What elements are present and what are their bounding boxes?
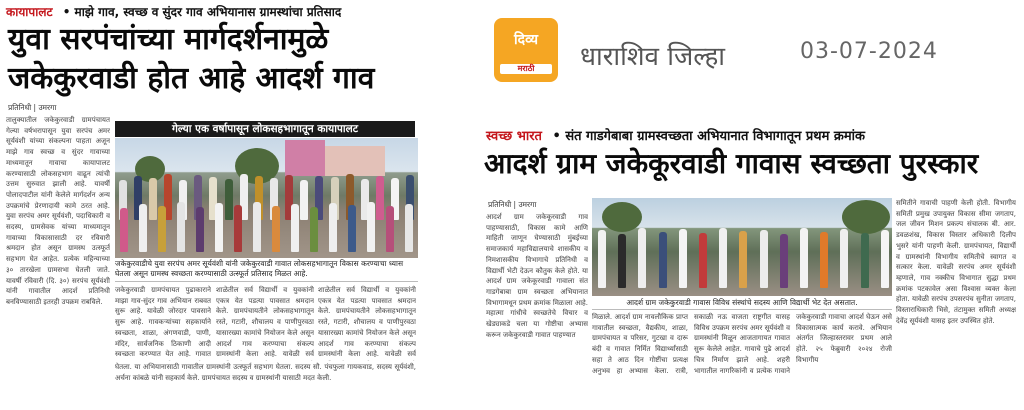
right-kicker-text: • संत गाडगेबाबा ग्रामस्वच्छता अभियानात विभागातून प्रथम क्रमांक (552, 129, 865, 144)
right-column-4: समितीने गावाची पाहणी केली होती. विभागीय समिती प्रमुख उपायुक्त विकास सीमा जगताप, जल जीवन मिशन प्रकल्प संचालक बी. आर. डवळशंख, विकास विस्तार अधिकारी दिलीप भुसरे यांनी पाहणी केली. ग्रामपंचायत, विद्यार्थी व ग्रामस्थांनी विभागीय समितीचे स्वागत व सत्कार केला. यावेळी सरपंच अमर सूर्यवंशी म्हणाले, गाव नक्कीच विभागात सुद्धा प्रथम क्रमांक पटकावेल असा विश्वास व्यक्त केला होता. यावेळी सरपंच उपसरपंच सुनीता जगताप, विस्ताराधिकारी भिसे, तंटामुक्त समिती अध्यक्ष देवेंद्र सूर्यवंशी यासह इतर उपस्थित होते. (896, 199, 1016, 325)
left-kicker (6, 3, 341, 20)
right-byline: प्रतिनिधी | उमरगा (488, 200, 537, 209)
logo-wordmark (494, 32, 558, 48)
left-divider (115, 281, 418, 282)
right-bottom-text: मिळाले. आदर्श ग्राम नावलौकिक प्राप्त गावातील स्वच्छता, वैद्यकीय, शाळा, ग्रामपंचायत व परिसर, गुटखा व दारू बंदी व गावात निर्मित विद्यार्थ्यांसाठी सहा ते आठ दिन गोष्टींचा प्रत्यक्ष अनुभव हा अभ्यास केला. रात्री, सकाळी नऊ वाजता राष्ट्रगीत यासह विविध उपक्रम सरपंच अमर सूर्यवंशी व ग्रामस्थांनी मिळून आजतागायत गावात सुरू केलेले आहेत. गावाचे पुढे आदर्श चित्र निर्माण झाले आहे. शहरी भागातील नागरिकांनी व प्रत्येक गावाने जकेकुरवाडी गावाचा आदर्श घेऊन असे विकासात्मक कार्य करावे. अभियान अंतर्गत जिल्हास्तरावर प्रथम आले होते. २५ फेब्रुवारी २०२४ रोजी विभागीय (592, 313, 892, 375)
left-photo-caption: जकेकुरवाडीचे युवा सरपंच अमर सूर्यवंशी यांनी जकेकुरवाडी गावात लोकसहभागातून विकास करण्याचा ध्यास घेतला असून ग्रामस्थ स्वच्छता करण्यासाठी उत्स्फूर्त प्रतिसाद मिळत आहे. (115, 259, 404, 278)
right-column-1: आदर्श ग्राम जकेकूरवाडी गाव पाहण्यासाठी, विकास कामे आणि माहिती जाणून घेण्यासाठी मुंबईच्या समाजकार्य महाविद्यालयाचे शासकीय व निमशासकीय विभागाचे प्रतिनिधी व विद्यार्थी भेटी देऊन कौतुक केले होते. या आदर्श ग्राम जकेकूरवाडी गावाला संत गाडगेबाबा ग्राम स्वच्छता अभियानात विभागामधून प्रथम क्रमांक मिळाला आहे. महात्मा गांधीचे स्वच्छतेचे विचार व खेड्याकडे चला या गोष्टीचा अभ्यास करून जकेकुरवाडी गावात पाहण्यात (486, 213, 588, 339)
left-kicker-tag: कायापालट (6, 5, 53, 19)
right-news-clipping (480, 120, 1020, 410)
left-news-photo (115, 138, 418, 258)
left-column-3: शाळेतील सर्व विद्यार्थी व युवकांनी एकत्र येत पडत्या पावसात श्रमदान केले. ग्रामपंचायतीने लोकसहभागातून रस्ते, गटारी, शौचालय व पाणीपुरवठा यासारख्या कामांचे नियोजन केले असून आदर्श गाव करण्याचा संकल्प ग्रामस्थांनी केला आहे. यावेळी सर्व (216, 286, 314, 359)
left-headline (8, 20, 412, 98)
left-column-4: शाळेतील सर्व विद्यार्थी व युवकांनी एकत्र येत पडत्या पावसात श्रमदान केले. ग्रामपंचायतीने लोकसहभागातून रस्ते, गटारी, शौचालय व पाणीपुरवठा यासारख्या कामांचे नियोजन केले असून आदर्श गाव करण्याचा संकल्प ग्रामस्थांनी केला आहे. यावेळी सर्व (318, 286, 416, 359)
left-column-1: तालुक्यातील जकेकुरवाडी ग्रामपंचायत गेल्या वर्षभरापासून युवा सरपंच अमर सूर्यवंशी यांच्या संकल्पना पाहता अजून माझे गाव स्वच्छ व सुंदर गावाच्या माध्यमातून गावाचा कायापालट करण्यासाठी लोकसहभाग वाढून त्यांची उत्तम सुरुवात झाली आहे. यावर्षी पोलादपाटील यांनी केलेले मार्गदर्शन अन्य उपक्रमांचे प्रेरणादायी कामे ठरत आहे. युवा सरपंच अमर सूर्यवंशी, पदाधिकारी व सदस्य, ग्रामसेवक यांच्या माध्यमातून गावाच्या विकासासाठी दर रविवारी श्रमदान होत असून ग्रामस्थ उत्स्फूर्त सहभाग घेत आहेत. प्रत्येक महिन्याच्या ३० तारखेला ग्रामसभा घेतली जाते. यावर्षी रविवारी (दि. ३०) सरपंच सूर्यवंशी यांनी गावातील आदर्श प्रतिनिधी बनविण्यासाठी इतरही उपक्रम राबविले. (6, 116, 110, 306)
divya-marathi-logo (494, 18, 558, 82)
publication-date: 03-07-2024 (800, 39, 938, 64)
logo-text-line2: मराठी (500, 64, 552, 74)
left-bottom-text: घेतला. या अभियानासाठी गावातील ग्रामस्थांनी उत्स्फूर्त सहभाग घेतला. सदस्य सौ. पंचफुला गायकवाड, सदस्य सूर्यवंशी, अर्चना कांबळे यांनी सहकार्य केले. ग्रामपंचायत सदस्य व ग्रामस्थांनी यासाठी मदत केली. (115, 363, 416, 382)
right-divider (592, 309, 892, 310)
left-kicker-text: • माझे गाव, स्वच्छ व सुंदर गाव अभियानास ग्रामस्थांचा प्रतिसाद (62, 5, 342, 19)
right-photo-caption: आदर्श ग्राम जकेकुरवाडी गावास विविध संस्थांचे सदस्य आणि विद्यार्थी भेट देत असतात. (626, 298, 858, 307)
left-column-2: जकेकुरवाडी ग्रामपंचायत पुढाकाराने माझा गाव-सुंदर गाव अभियान राबवत सुरू आहे. यावेळी जोरदार पावसाने सुरू आहे. गावकऱ्यांच्या सहकार्याने स्वच्छता, शाळा, अंगणवाडी, पाणी, मंदिर, सार्वजनिक ठिकाणी आदी स्वच्छता करण्यात येत आहे. गावात (115, 286, 211, 359)
left-byline: प्रतिनिधी | उमरगा (8, 103, 57, 112)
right-news-photo (592, 198, 892, 296)
district-name: धाराशिव जिल्हा (580, 42, 725, 72)
right-headline: आदर्श ग्राम जकेकूरवाडी गावास स्वच्छता पुरस्कार (484, 147, 979, 180)
left-subheadline: गेल्या एक वर्षापासून लोकसहभागातून कायापालट (115, 121, 415, 137)
right-kicker-tag: स्वच्छ भारत (486, 129, 542, 144)
left-news-clipping (0, 0, 418, 410)
logo-text-line1: दिव्य (514, 32, 538, 48)
right-kicker (486, 126, 865, 144)
left-headline-line2: जकेकुरवाडी होत आहे आदर्श गाव (8, 61, 375, 96)
left-headline-line1: युवा सरपंचांच्या मार्गदर्शनामुळे (8, 22, 329, 57)
